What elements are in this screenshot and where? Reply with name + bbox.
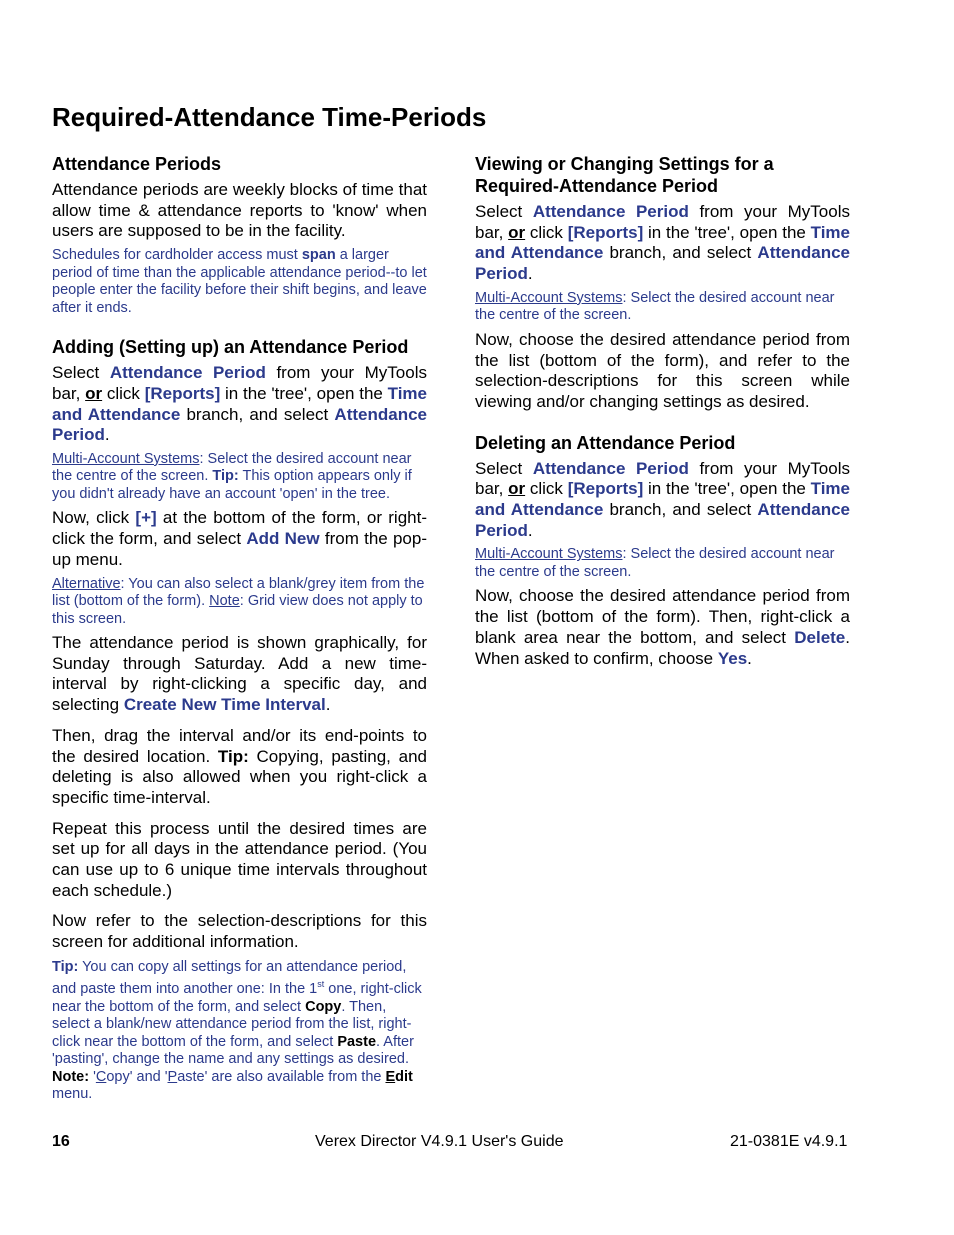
- alternative-note: Alternative: You can also select a blank/grey item from the list (bottom of the form). Note: Grid view does not apply to this screen.: [52, 575, 425, 627]
- intro-paragraph: Attendance periods are weekly blocks of time that allow time & attendance reports to 'know' when users are supposed to be in the facility.: [52, 180, 427, 241]
- heading-adding-period: Adding (Setting up) an Attendance Period: [52, 337, 409, 358]
- page-number: 16: [52, 1133, 70, 1150]
- ref-attendance-period: Attendance Period: [109, 363, 266, 383]
- ref-time-and-attendance: Time and Attendance: [52, 383, 427, 424]
- multi-account-note: Multi-Account Systems: Select the desired account near the centre of the screen. Tip: This option appears only if you didn't already have an account 'open' in the tree.: [52, 450, 412, 502]
- left-column: [52, 153, 427, 1109]
- ref-reports: [Reports]: [144, 383, 221, 403]
- span-note: Schedules for cardholder access must span a larger period of time than the applicable attendance period--to let people enter the facility before their shift begins, and leave after it ends.: [52, 247, 427, 316]
- deleting-select-paragraph: Select Attendance Period from your MyTools bar, or click [Reports] in the 'tree', open the Time and Attendance branch, and select Attendance Period.: [475, 458, 850, 540]
- repeat-paragraph: Repeat this process until the desired times are set up for all days in the attendance period. (You can use up to 6 unique time intervals throughout each schedule.): [52, 818, 427, 900]
- add-new-paragraph: Now, click [+] at the bottom of the form, or right-click the form, and select Add New from the pop-up menu.: [52, 508, 428, 569]
- viewing-select-paragraph: Select Attendance Period from your MyTools bar, or click [Reports] in the 'tree', open the Time and Attendance branch, and select Attendance Period.: [475, 202, 850, 284]
- footer-doc-id: 21-0381E v4.9.1: [730, 1133, 848, 1150]
- heading-viewing-changing: Viewing or Changing Settings for a Required-Attendance Period: [475, 154, 774, 196]
- page-title: Required-Attendance Time-Periods: [52, 102, 487, 132]
- adding-select-paragraph: Select Attendance Period from your MyTools bar, or click [Reports] in the 'tree', open the Time and Attendance branch, and select Attendance Period.: [52, 363, 427, 445]
- copy-tip-note: Tip: You can copy all settings for an attendance period, and paste them into another one: In the 1st one, right-click near the bottom of the form, and select Copy. Then, select a blank/new attendance period from the list, right-click near the bottom of the form, and select Paste. After 'pasting', change the name and any settings as desired. Note: 'Copy' and 'Paste' are also available from the Edit menu.: [52, 958, 422, 1103]
- viewing-paragraph: Now, choose the desired attendance period from the list (bottom of the form), and refer to the selection-descriptions for this screen while viewing and/or changing settings as desired.: [475, 329, 850, 411]
- refer-paragraph: Now refer to the selection-descriptions for this screen for additional information.: [52, 911, 427, 952]
- right-column: [475, 153, 850, 674]
- drag-paragraph: Then, drag the interval and/or its end-points to the desired location. Tip: Copying, pasting, and deleting is also allowed when you right-click a specific time-interval.: [52, 725, 427, 807]
- deleting-multi-account-note: Multi-Account Systems: Select the desired account near the centre of the screen.: [475, 546, 835, 580]
- footer-guide-title: Verex Director V4.9.1 User's Guide: [315, 1133, 564, 1150]
- viewing-multi-account-note: Multi-Account Systems: Select the desired account near the centre of the screen.: [475, 289, 835, 324]
- deleting-paragraph: Now, choose the desired attendance period from the list (bottom of the form). Then, right-click a blank area near the bottom, and select Delete. When asked to confirm, choose Yes.: [475, 586, 850, 668]
- ref-attendance-period-2: Attendance Period: [52, 404, 427, 445]
- graphic-paragraph: The attendance period is shown graphically, for Sunday through Saturday. Add a new time-interval by right-clicking a specific day, and selecting Create New Time Interval.: [52, 633, 427, 715]
- heading-deleting: Deleting an Attendance Period: [475, 432, 736, 453]
- heading-attendance-periods: Attendance Periods: [52, 154, 222, 174]
